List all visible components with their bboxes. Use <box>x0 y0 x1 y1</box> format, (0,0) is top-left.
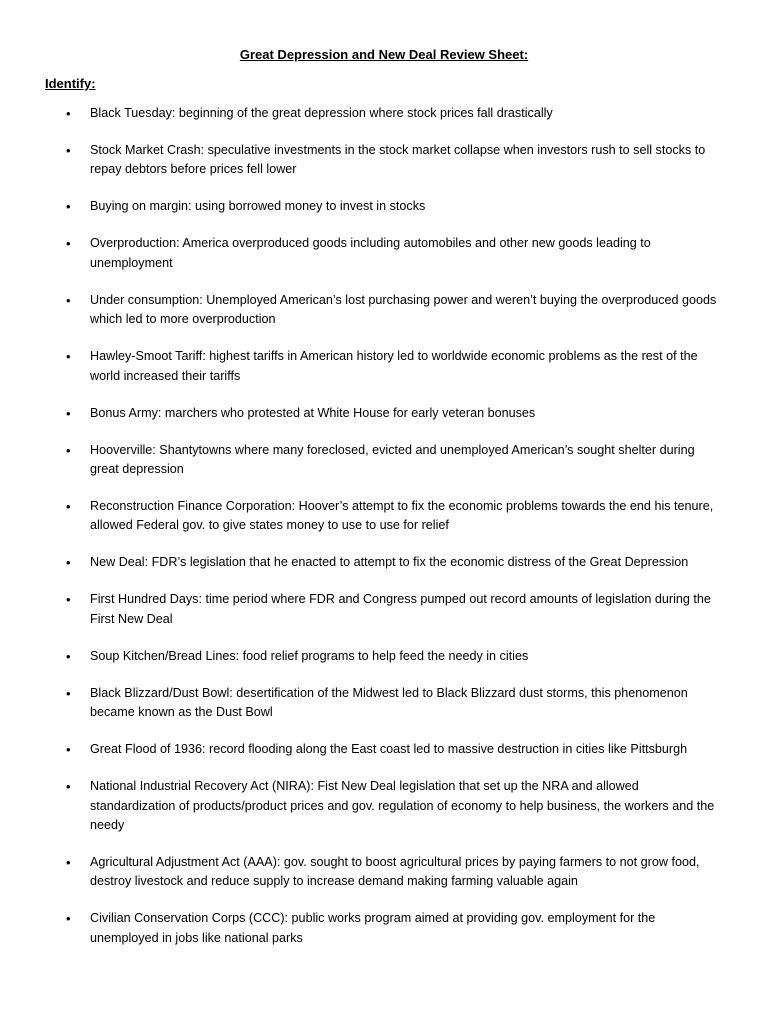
bullet-icon: • <box>66 442 71 458</box>
term-item <box>0 347 768 386</box>
bullet-icon: • <box>66 292 71 308</box>
bullet-icon: • <box>66 742 71 758</box>
term-item <box>0 104 768 123</box>
term-text: First Hundred Days: time period where FDR and Congress pumped out record amounts of legislation during the First New Deal <box>90 592 711 626</box>
bullet-icon: • <box>66 405 71 421</box>
term-item <box>0 740 768 759</box>
bullet-icon: • <box>66 779 71 795</box>
term-text: Reconstruction Finance Corporation: Hoover’s attempt to fix the economic problems towards the end his tenure, allowed Federal gov. to give states money to use to use for relief <box>90 499 714 533</box>
term-item <box>0 684 768 723</box>
term-text: Under consumption: Unemployed American’s lost purchasing power and weren’t buying the overproduced goods which led to more overproduction <box>90 292 717 327</box>
document-title: Great Depression and New Deal Review Sheet: <box>239 47 529 62</box>
term-text: Bonus Army: marchers who protested at White House for early veteran bonuses <box>90 405 536 420</box>
term-item <box>0 853 768 892</box>
term-text: Civilian Conservation Corps (CCC): public works program aimed at providing gov. employment for the unemployed in jobs like national parks <box>90 911 656 945</box>
bullet-icon: • <box>66 199 71 215</box>
term-item <box>0 777 768 835</box>
term-text: Hooverville: Shantytowns where many foreclosed, evicted and unemployed American’s sought shelter during great depression <box>90 442 695 477</box>
term-item <box>0 553 768 572</box>
term-text: National Industrial Recovery Act (NIRA): Fist New Deal legislation that set up the NRA and allowed standardization of products/product prices and gov. regulation of economy to help business, the workers and the needy <box>90 779 715 833</box>
term-text: Agricultural Adjustment Act (AAA): gov. sought to boost agricultural prices by paying farmers to not grow food, destroy livestock and reduce supply to increase demand making farming valuable again <box>90 855 700 889</box>
term-list <box>0 104 768 966</box>
bullet-icon: • <box>66 555 71 571</box>
term-item <box>0 497 768 536</box>
term-text: Black Tuesday: beginning of the great depression where stock prices fall drastically <box>90 106 553 120</box>
term-item <box>0 234 768 273</box>
term-text: Stock Market Crash: speculative investments in the stock market collapse when investors rush to sell stocks to repay debtors before prices fell lower <box>90 143 706 177</box>
bullet-icon: • <box>66 685 71 701</box>
term-item <box>0 647 768 666</box>
term-item <box>0 141 768 180</box>
term-item <box>0 404 768 423</box>
bullet-icon: • <box>66 106 71 121</box>
term-text: Buying on margin: using borrowed money to invest in stocks <box>90 199 426 214</box>
term-text: Great Flood of 1936: record flooding along the East coast led to massive destruction in cities like Pittsburgh <box>90 742 688 757</box>
term-item <box>0 590 768 629</box>
term-item <box>0 197 768 216</box>
term-text: Overproduction: America overproduced goods including automobiles and other new goods leading to unemployment <box>90 236 651 270</box>
bullet-icon: • <box>66 592 71 608</box>
term-text: Black Blizzard/Dust Bowl: desertification of the Midwest led to Black Blizzard dust storms, this phenomenon became known as the Dust Bowl <box>90 685 688 720</box>
term-text: New Deal: FDR’s legislation that he enacted to attempt to fix the economic distress of the Great Depression <box>90 555 689 570</box>
bullet-icon: • <box>66 143 71 158</box>
term-text: Soup Kitchen/Bread Lines: food relief programs to help feed the needy in cities <box>90 648 529 663</box>
term-text: Hawley-Smoot Tariff: highest tariffs in American history led to worldwide economic problems as the rest of the world increased their tariffs <box>90 349 698 383</box>
term-item <box>0 441 768 480</box>
term-item <box>0 291 768 330</box>
bullet-icon: • <box>66 648 71 664</box>
bullet-icon: • <box>66 911 71 927</box>
bullet-icon: • <box>66 349 71 365</box>
term-item <box>0 909 768 948</box>
bullet-icon: • <box>66 236 71 252</box>
bullet-icon: • <box>66 499 71 515</box>
bullet-icon: • <box>66 855 71 871</box>
section-heading-identify: Identify: <box>45 76 96 91</box>
